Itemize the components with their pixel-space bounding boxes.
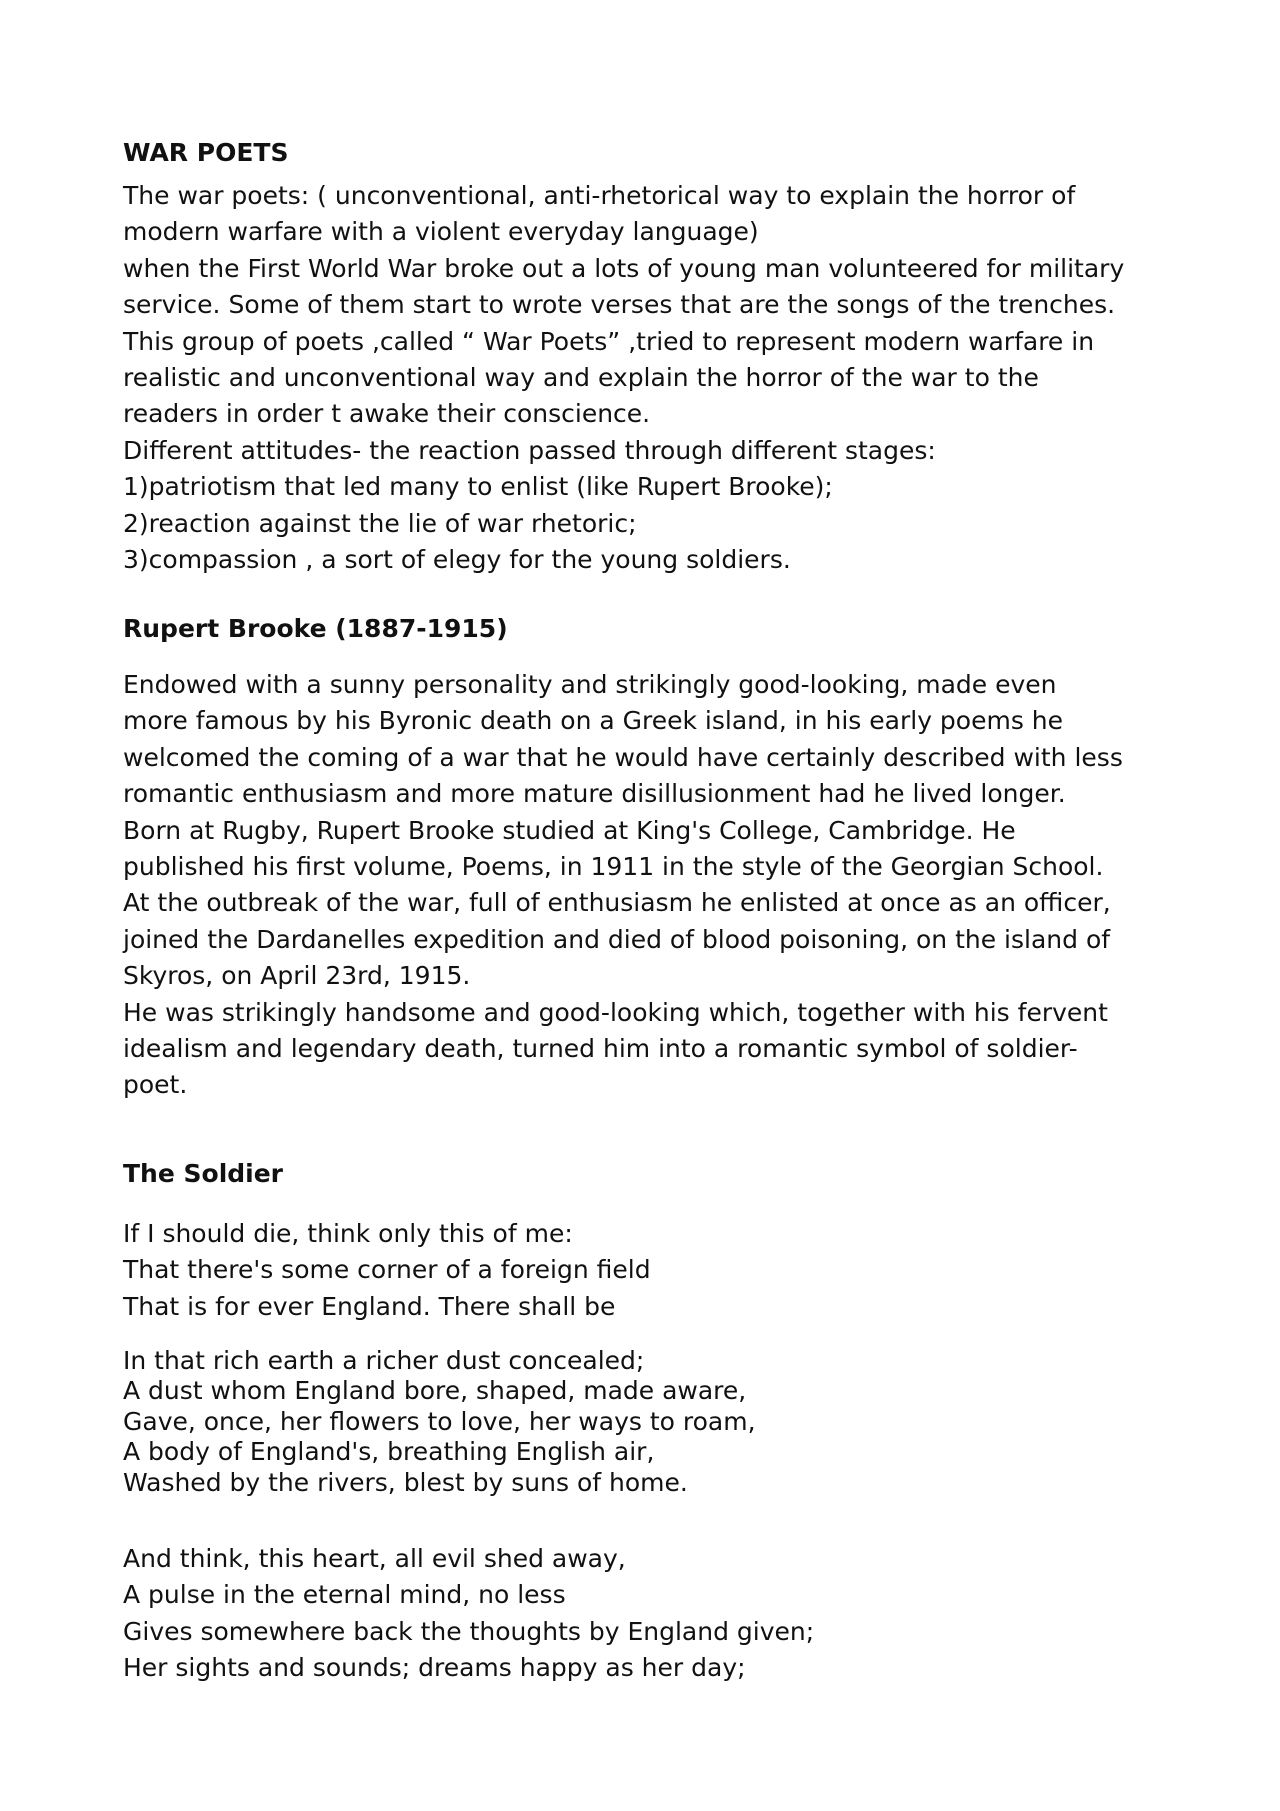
poem-line: A pulse in the eternal mind, no less (123, 1580, 566, 1610)
text-line: Skyros, on April 23rd, 1915. (123, 961, 471, 991)
poem-line: Her sights and sounds; dreams happy as her day; (123, 1653, 746, 1683)
text-line: poet. (123, 1070, 188, 1100)
text-line: The war poets: ( unconventional, anti-rhetorical way to explain the horror of (123, 181, 1076, 210)
section-heading-brooke: Rupert Brooke (1887-1915) (123, 614, 508, 643)
poem-line: Gave, once, her flowers to love, her ways to roam, (123, 1406, 756, 1436)
poem-line: Gives somewhere back the thoughts by England given; (123, 1616, 815, 1646)
text-line: modern warfare with a violent everyday language) (123, 217, 759, 247)
text-line: service. Some of them start to wrote verses that are the songs of the trenches. (123, 290, 1116, 320)
poem-line: A body of England's, breathing English air, (123, 1437, 655, 1467)
text-line: joined the Dardanelles expedition and died of blood poisoning, on the island of (123, 924, 1111, 954)
text-line: This group of poets ,called “ War Poets” ,tried to represent modern warfare in (123, 326, 1095, 356)
text-line: more famous by his Byronic death on a Greek island, in his early poems he (123, 706, 1064, 736)
text-line: published his first volume, Poems, in 1911 in the style of the Georgian School. (123, 852, 1104, 882)
text-line: Different attitudes- the reaction passed through different stages: (123, 435, 936, 465)
poem-title: The Soldier (123, 1159, 284, 1188)
poem-line: And think, this heart, all evil shed away, (123, 1544, 626, 1573)
page-title: WAR POETS (123, 138, 289, 167)
text-line: realistic and unconventional way and explain the horror of the war to the (123, 363, 1039, 393)
text-line: romantic enthusiasm and more mature disillusionment had he lived longer. (123, 779, 1066, 809)
text-line: 3)compassion , a sort of elegy for the young soldiers. (123, 545, 791, 575)
text-line: readers in order t awake their conscience. (123, 399, 651, 429)
poem-line: If I should die, think only this of me: (123, 1219, 573, 1248)
brooke-biography (123, 667, 1173, 1104)
poem-stanza-2 (123, 1346, 1173, 1498)
text-line: Born at Rugby, Rupert Brooke studied at King's College, Cambridge. He (123, 815, 1016, 845)
text-line: At the outbreak of the war, full of enthusiasm he enlisted at once as an officer, (123, 888, 1111, 918)
intro-paragraph (123, 178, 1173, 578)
poem-line: That is for ever England. There shall be (123, 1291, 616, 1321)
poem-line: A dust whom England bore, shaped, made aware, (123, 1376, 747, 1406)
text-line: 2)reaction against the lie of war rhetoric; (123, 508, 637, 538)
poem-line: Washed by the rivers, blest by suns of home. (123, 1467, 688, 1497)
poem-stanza-1 (123, 1216, 1173, 1325)
text-line: Endowed with a sunny personality and strikingly good-looking, made even (123, 670, 1057, 699)
poem-stanza-3 (123, 1541, 1173, 1687)
text-line: 1)patriotism that led many to enlist (like Rupert Brooke); (123, 472, 833, 502)
text-line: when the First World War broke out a lots of young man volunteered for military (123, 253, 1125, 283)
text-line: He was strikingly handsome and good-looking which, together with his fervent (123, 997, 1108, 1027)
poem-line: In that rich earth a richer dust concealed; (123, 1346, 645, 1375)
text-line: welcomed the coming of a war that he would have certainly described with less (123, 742, 1123, 772)
poem-line: That there's some corner of a foreign field (123, 1255, 651, 1285)
text-line: idealism and legendary death, turned him into a romantic symbol of soldier- (123, 1034, 1078, 1064)
